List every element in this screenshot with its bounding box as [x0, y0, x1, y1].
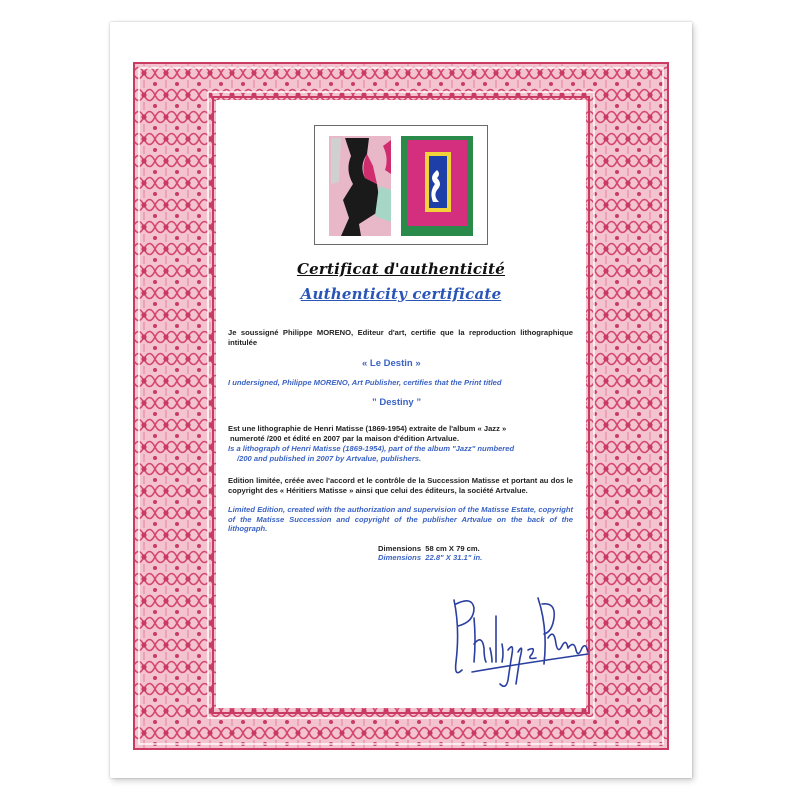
matisse-artwork-thumbnail [314, 125, 488, 245]
intro-text-fr: Je soussigné Philippe MORENO, Editeur d'art, certifie que la reproduction lithographique intitulée [228, 328, 573, 347]
dimensions-cm-label: Dimensions [378, 544, 422, 553]
litho-text-en-2: /200 and published in 2007 by Artvalue, publishers. [237, 454, 422, 463]
handwritten-signature [438, 588, 598, 698]
litho-text-fr-1: Est une lithographie de Henri Matisse (1869-1954) extraite de l'album « Jazz » [228, 424, 507, 433]
dimensions-in [378, 553, 588, 563]
edition-text-en: Limited Edition, created with the authorization and supervision of the Matisse Estate, copyright of the Matisse Succession and copyright of the publisher Artvalue on the back of the lithograph. [228, 505, 573, 534]
work-title-en: ” Destiny ” [372, 397, 422, 408]
litho-text-en-1: Is a lithograph of Henri Matisse (1869-1954), part of the album "Jazz" numbered [228, 444, 515, 453]
work-title-fr: « Le Destin » [362, 358, 421, 369]
certificate-title-fr: Certificat d'authenticité [296, 260, 506, 278]
dimensions-in-value: 22.8" X 31.1" in. [425, 553, 483, 562]
certificate-title-en: Authenticity certificate [300, 285, 502, 303]
litho-text-fr-2: numeroté /200 et édité en 2007 par la maison d'édition Artvalue. [230, 434, 459, 443]
dimensions-in-label: Dimensions [378, 553, 422, 562]
intro-text-en: I undersigned, Philippe MORENO, Art Publisher, certifies that the Print titled [228, 378, 502, 387]
dimensions-cm-value: 58 cm X 79 cm. [425, 544, 480, 553]
edition-text-fr: Edition limitée, créée avec l'accord et le contrôle de la Succession Matisse et portant au dos le copyright des « Héritiers Matisse » ainsi que celui des éditeurs, la société Artvalue. [228, 476, 573, 495]
